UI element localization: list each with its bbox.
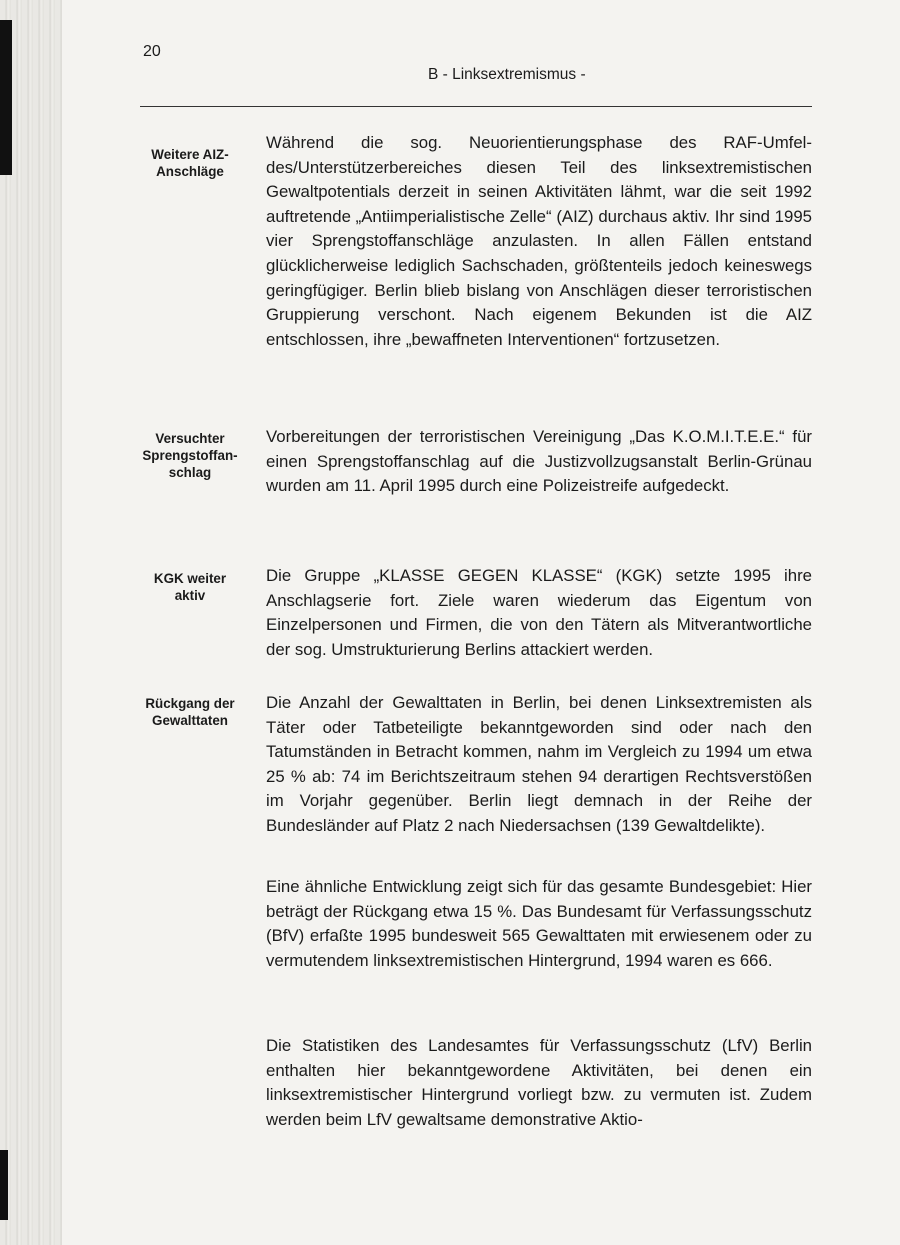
scan-edge-mark-bottom	[0, 1150, 8, 1220]
page-number: 20	[143, 43, 161, 60]
paragraph-decline-2: Eine ähnliche Entwicklung zeigt sich für das gesamte Bundesgebiet: Hier beträgt der Rückgang etwa 15 %. Das Bundesamt für Verfassungsschutz (BfV) erfaßte 1995 bundesweit 565 Gewalttaten mit erwiesenem oder zu vermutendem linksextremistischen Hintergrund, 1994 waren es 666.	[266, 877, 812, 970]
paragraph-aiz: Während die sog. Neuorientierungsphase des RAF-Umfeldes/Unterstützerbereiches diesen Teil des linksextremistischen Gewaltpotentials derzeit in seinen Aktivitäten lähmt, war die seit 1992 auftretende „Antiimperialistische Zelle“ (AIZ) durchaus aktiv. Ihr sind 1995 vier Sprengstoffanschläge anzulasten. In allen Fällen entstand glücklicherweise lediglich Sachschaden, größtenteils jedoch keineswegs geringfügiger. Berlin blieb bislang von Anschlägen dieser terroristischen Gruppierung verschont. Nach eigenem Bekunden ist die AIZ entschlossen, ihre „bewaffneten Interventionen“ fortzusetzen.	[266, 133, 812, 349]
margin-note-kgk: KGK weiter aktiv	[153, 571, 227, 603]
margin-note-aiz: Weitere AIZ-Anschläge	[151, 147, 229, 179]
paragraph-statistics: Die Statistiken des Landesamtes für Verfassungsschutz (LfV) Berlin enthalten hier bekanntgewordene Aktivitäten, bei denen ein linksextremistischer Hintergrund vorliegt bzw. zu vermuten ist. Zudem werden beim LfV gewaltsame demonstrative Aktio-	[266, 1036, 812, 1129]
margin-note-decline: Rückgang der Gewalttaten	[145, 696, 235, 728]
paragraph-decline-1: Die Anzahl der Gewalttaten in Berlin, bei denen Linksextremisten als Täter oder Tatbeteiligte bekanntgeworden sind oder nach den Tatumständen in Betracht kommen, nahm im Vergleich zu 1994 um etwa 25 % ab: 74 im Berichtszeitraum stehen 94 derartigen Rechtsverstößen im Vorjahr gegenüber. Berlin liegt demnach in der Reihe der Bundesländer auf Platz 2 nach Niedersachsen (139 Gewaltdelikte).	[266, 693, 812, 835]
paragraph-komitee: Vorbereitungen der terroristischen Vereinigung „Das K.O.M.I.T.E.E.“ für einen Sprengstoffanschlag auf die Justizvollzugsanstalt Berlin-Grünau wurden am 11. April 1995 durch eine Polizeistreife aufgedeckt.	[266, 427, 812, 496]
scan-edge-mark	[0, 20, 12, 175]
margin-note-komitee: Versuchter Sprengstoffanschlag	[142, 431, 238, 480]
book-binding-edge	[0, 0, 62, 1245]
header-rule	[140, 106, 812, 107]
running-head: B - Linksextremismus -	[428, 66, 586, 83]
paragraph-kgk: Die Gruppe „KLASSE GEGEN KLASSE“ (KGK) setzte 1995 ihre Anschlagserie fort. Ziele waren wiederum das Eigentum von Einzelpersonen und Firmen, die von den Tätern als Mitverantwortliche der sog. Umstrukturierung Berlins attackiert werden.	[266, 566, 812, 659]
